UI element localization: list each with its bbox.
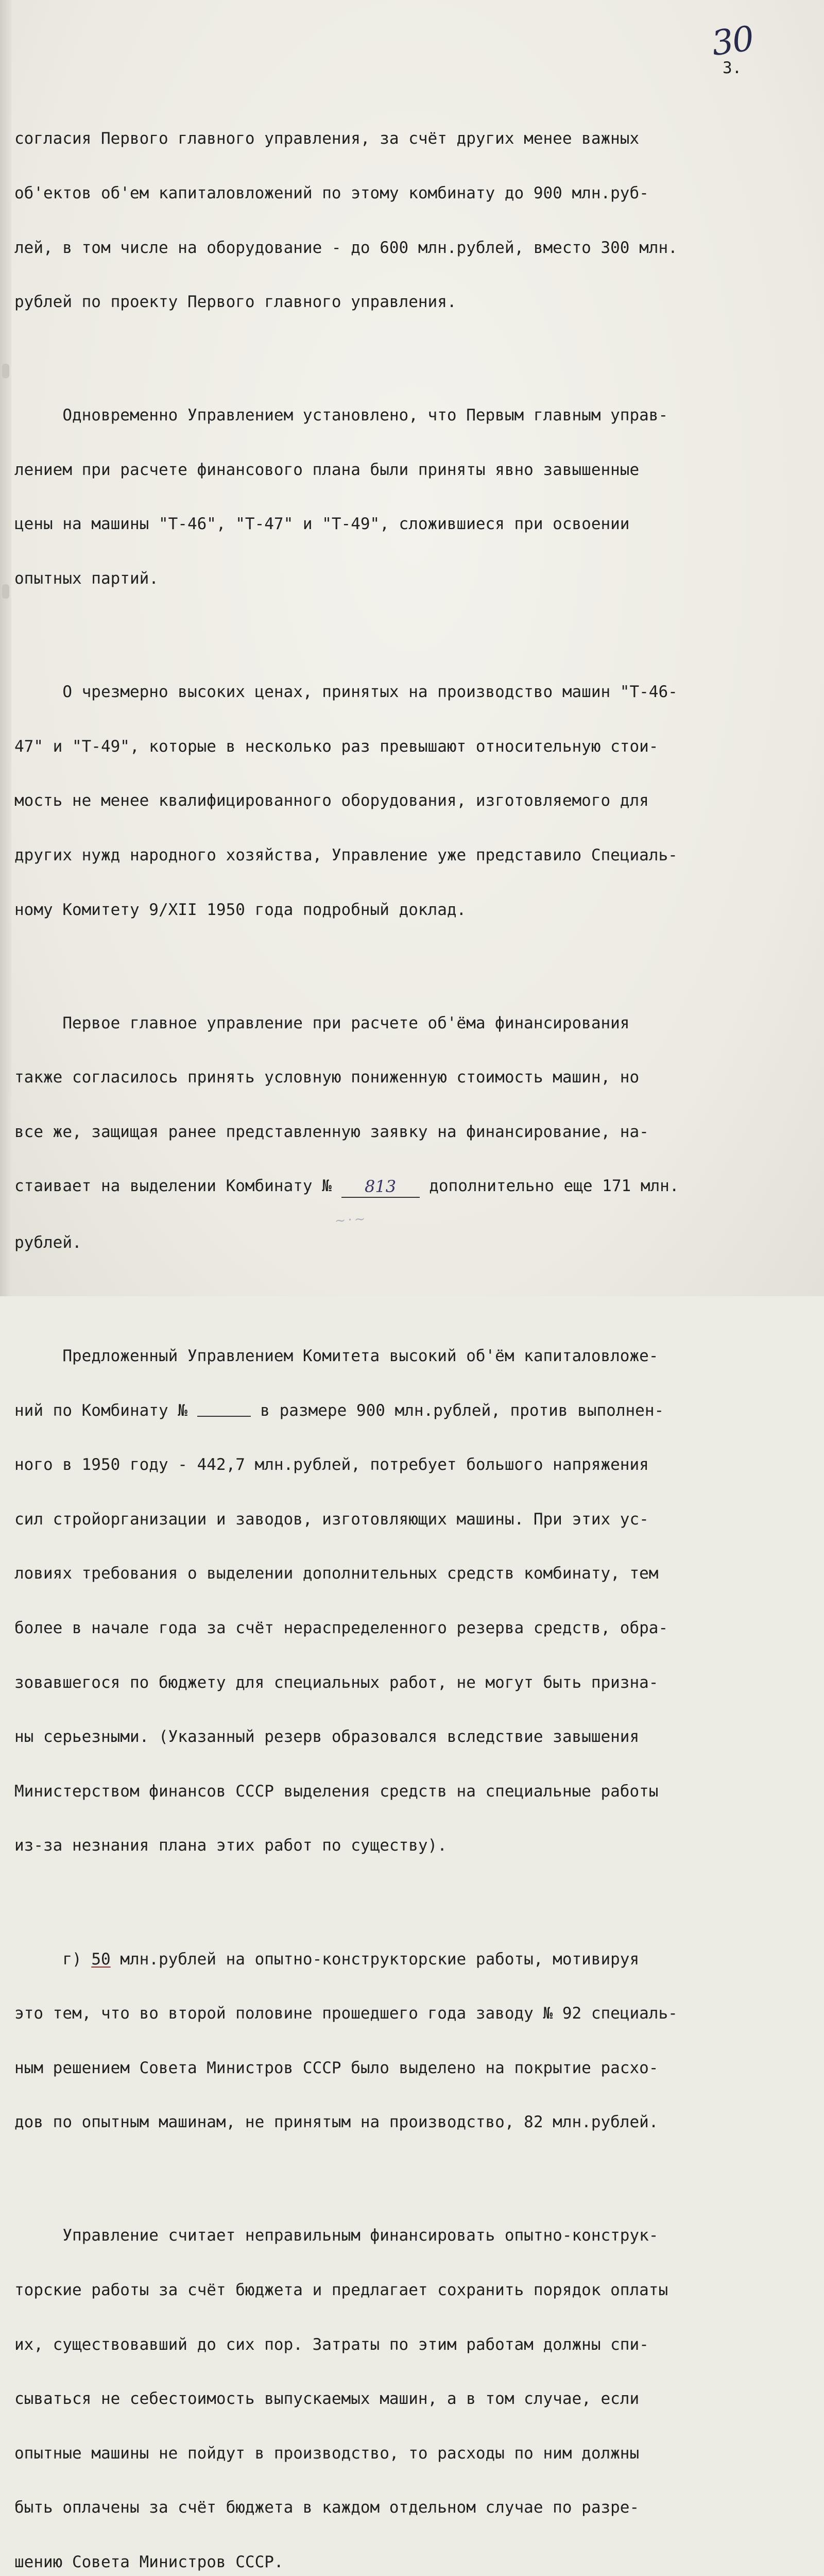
text-line: других нужд народного хозяйства, Управление уже представило Специаль- [14,845,678,865]
text-line: ловиях требования о выделении дополнительных средств комбинату, тем [14,1564,659,1583]
text-line: Управление считает неправильным финансировать опытно-конструк- [14,2226,659,2245]
underlined-amount: 50 [91,1950,111,1969]
text-line: лей, в том числе на оборудование - до 600 млн.рублей, вместо 300 млн. [14,238,678,257]
paragraph-gap [14,955,808,978]
text-line: ного в 1950 году - 442,7 млн.рублей, потребует большого напряжения [14,1455,649,1475]
text-line: опытных партий. [14,569,159,588]
text-line: ны серьезными. (Указанный резерв образовался вследствие завышения [14,1727,640,1747]
text-line: Министерством финансов СССР выделения средств на специальные работы [14,1782,659,1801]
punch-hole-upper [2,364,9,378]
text-line: сил стройорганизации и заводов, изготовляющих машины. При этих ус- [14,1510,649,1529]
text-line: также согласилось принять условную пониженную стоимость машин, но [14,1068,640,1087]
page-number: 3. [723,59,742,77]
text-line: сываться не себестоимость выпускаемых машин, а в том случае, если [14,2389,640,2409]
text-line: Первое главное управление при расчете об'ёма финансирования [14,1013,630,1032]
text-fragment: дополнительно еще 171 млн. [419,1177,679,1196]
text-line: зовавшегося по бюджету для специальных работ, не могут быть призна- [14,1673,659,1692]
text-line: О чрезмерно высоких ценах, принятых на производство машин "Т-46- [14,683,678,702]
text-line: торские работы за счёт бюджета и предлагает сохранить порядок оплаты [14,2280,668,2299]
text-fragment: в размере 900 млн.рублей, против выполнен- [250,1401,664,1420]
document-body [14,94,808,2576]
text-line: г) 50 млн.рублей на опытно-конструкторские работы, мотивируя [14,1950,640,1969]
text-line: 47" и "Т-49", которые в несколько раз превышают относительную стои- [14,737,659,756]
paragraph-gap [14,2168,808,2191]
handwritten-combine-number: 813 [365,1177,397,1197]
text-line: быть оплачены за счёт бюджета в каждом отдельном случае по разре- [14,2498,640,2517]
paragraph-gap [14,1289,808,1311]
text-fragment: ний по Комбинату № [14,1401,197,1420]
empty-blank [197,1416,251,1417]
text-line: рублей по проекту Первого главного управления. [14,293,457,312]
text-line: опытные машины не пойдут в производство, то расходы по ним должны [14,2444,640,2463]
faint-stamp-mark: ~·~ [334,1211,368,1229]
text-line: из-за незнания плана этих работ по существу). [14,1836,447,1855]
punch-hole-lower [2,584,9,599]
text-line: более в начале года за счёт нераспределенного резерва средств, обра- [14,1619,668,1638]
text-line: лением при расчете финансового плана были приняты явно завышенные [14,460,640,479]
paragraph-gap [14,624,808,647]
text-line: Одновременно Управлением установлено, что Первым главным управ- [14,406,668,425]
text-line-with-blank [14,1402,808,1420]
handwritten-folio-number: 30 [709,18,756,64]
text-line: цены на машины "Т-46", "Т-47" и "Т-49", сложившиеся при освоении [14,515,630,534]
text-line: шению Совета Министров СССР. [14,2553,284,2571]
text-line: мость не менее квалифицированного оборудования, изготовляемого для [14,791,649,810]
text-line: их, существовавший до сих пор. Затраты по этим работам должны спи- [14,2335,649,2354]
text-line: Предложенный Управлением Комитета высокий об'ём капиталовложе- [14,1347,659,1365]
text-line: все же, защищая ранее представленную заявку на финансирование, на- [14,1122,649,1141]
text-line: согласия Первого главного управления, за счёт других менее важных [14,129,640,148]
text-fragment: стаивает на выделении Комбинату № [14,1177,341,1196]
text-line: об'ектов об'ем капиталовложений по этому комбинату до 900 млн.руб- [14,184,649,203]
text-line: ным решением Совета Министров СССР было выделено на покрытие расхо- [14,2058,659,2077]
text-line-with-blank [14,1177,808,1197]
text-line: рублей. [14,1233,82,1252]
paragraph-gap [14,1891,808,1914]
binding-edge [0,0,11,1296]
filled-blank [341,1178,420,1197]
text-line: это тем, что во второй половине прошедшего года заводу № 92 специаль- [14,2004,678,2023]
paragraph-gap [14,348,808,370]
text-line: дов по опытным машинам, не принятым на производство, 82 млн.рублей. [14,2113,659,2132]
text-line: ному Комитету 9/XII 1950 года подробный доклад. [14,900,467,919]
